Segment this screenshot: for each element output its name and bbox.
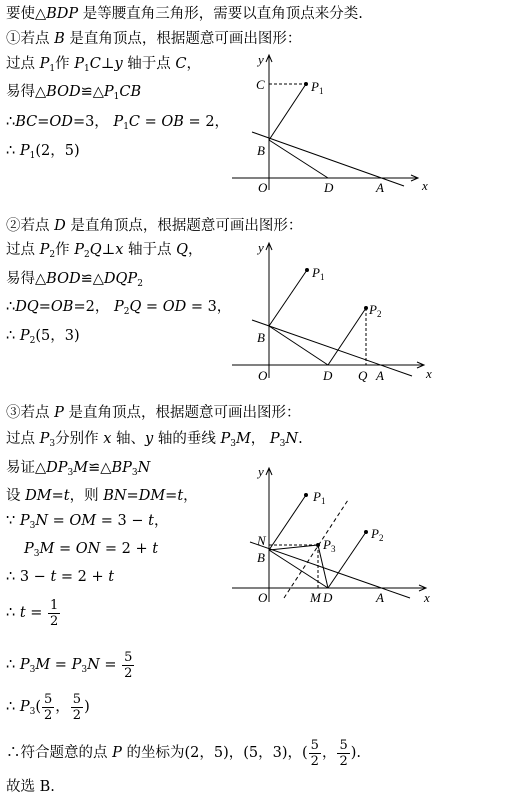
- case1-line1: 过点 $P_1$作 $P_1C\perp y$ 轴于点 C，: [6, 56, 201, 74]
- case3-line4: ∵ $P_3N$ = OM = 3 − t，: [6, 513, 169, 531]
- svg-text:y: y: [258, 52, 264, 67]
- svg-text:A: A: [376, 368, 384, 383]
- svg-text:P2: $P_2$: [369, 302, 382, 319]
- case2-line1: 过点 $P_2$作 $P_2Q\perp x$ 轴于点 Q，: [6, 242, 203, 260]
- svg-text:y: y: [258, 240, 264, 255]
- svg-text:A: A: [376, 180, 384, 195]
- svg-text:O: O: [258, 180, 268, 195]
- case2-line2: 易得$\triangle BOD≌\triangle DQP_2$: [6, 271, 143, 289]
- svg-text:A: A: [376, 590, 384, 605]
- case1-line4: ∴ $P_1(2$，5): [6, 143, 80, 161]
- svg-text:O: O: [258, 590, 268, 605]
- svg-text:M: M: [310, 590, 321, 605]
- svg-text:D: D: [323, 590, 333, 605]
- svg-text:P1: $P_1$: [311, 79, 324, 96]
- svg-text:x: x: [422, 178, 428, 193]
- case1-heading: ①若点 B 是直角顶点，根据题意可画出图形：: [6, 31, 302, 47]
- case3-line5: $P_3M$ = ON = 2 + t: [24, 541, 159, 559]
- case3-line8: ∴ $P_3M = P_3N$ = $\frac{5}{2}$: [6, 649, 133, 681]
- case3-heading: ③若点 P 是直角顶点，根据题意可画出图形：: [6, 405, 301, 421]
- svg-text:P2: $P_2$: [371, 526, 384, 543]
- svg-text:P3: $P_3$: [323, 537, 336, 554]
- case3-line9: ∴ $P_3$( $\frac{5}{2}$ ， $\frac{5}{2}$ ): [6, 691, 90, 723]
- case3-line2: 易证$\triangle DP_3M≌\triangle BP_3N$: [6, 460, 151, 478]
- conclusion-line: ∴符合题意的点 P 的坐标为(2，5)，(5，3)，( $\frac{5}{2}$ ， $\frac{5}{2}$ ).: [6, 737, 362, 769]
- svg-text:y: y: [258, 464, 264, 479]
- svg-text:B: B: [257, 550, 265, 565]
- case1-line2: 易得$\triangle BOD≌\triangle P_1CB$: [6, 84, 142, 102]
- intro-line: 要使△BDP 是等腰直角三角形，需要以直角顶点来分类.: [6, 6, 363, 22]
- svg-text:x: x: [426, 366, 432, 381]
- svg-text:C: C: [256, 77, 265, 92]
- svg-text:Q: Q: [358, 368, 368, 383]
- svg-text:N: N: [257, 533, 266, 548]
- svg-text:D: D: [323, 368, 333, 383]
- svg-text:D: D: [324, 180, 334, 195]
- svg-text:x: x: [424, 590, 430, 605]
- case3-line1: 过点 $P_3$分别作 x 轴、y 轴的垂线 $P_3M$， $P_3N$.: [6, 431, 303, 449]
- answer-line: 故选 B.: [6, 779, 55, 795]
- svg-text:P1: $P_1$: [313, 489, 326, 506]
- svg-text:B: B: [257, 330, 265, 345]
- case3-line6: ∴ 3 − t = 2 + t: [6, 569, 115, 585]
- svg-text:B: B: [257, 143, 265, 158]
- svg-text:O: O: [258, 368, 268, 383]
- case3-line3: 设 DM=t，则 BN=DM=t，: [6, 488, 198, 504]
- case2-line4: ∴ $P_2(5$，3): [6, 328, 80, 346]
- case3-line7: ∴ t = $\frac{1}{2}$: [6, 597, 59, 629]
- case2-line3: ∴DQ=OB=2， $P_2Q$ = OD = 3，: [6, 299, 232, 317]
- case2-heading: ②若点 D 是直角顶点，根据题意可画出图形：: [6, 218, 303, 234]
- svg-text:P1: $P_1$: [312, 265, 325, 282]
- case1-line3: ∴BC=OD=3， $P_1C$ = OB = 2，: [6, 114, 230, 132]
